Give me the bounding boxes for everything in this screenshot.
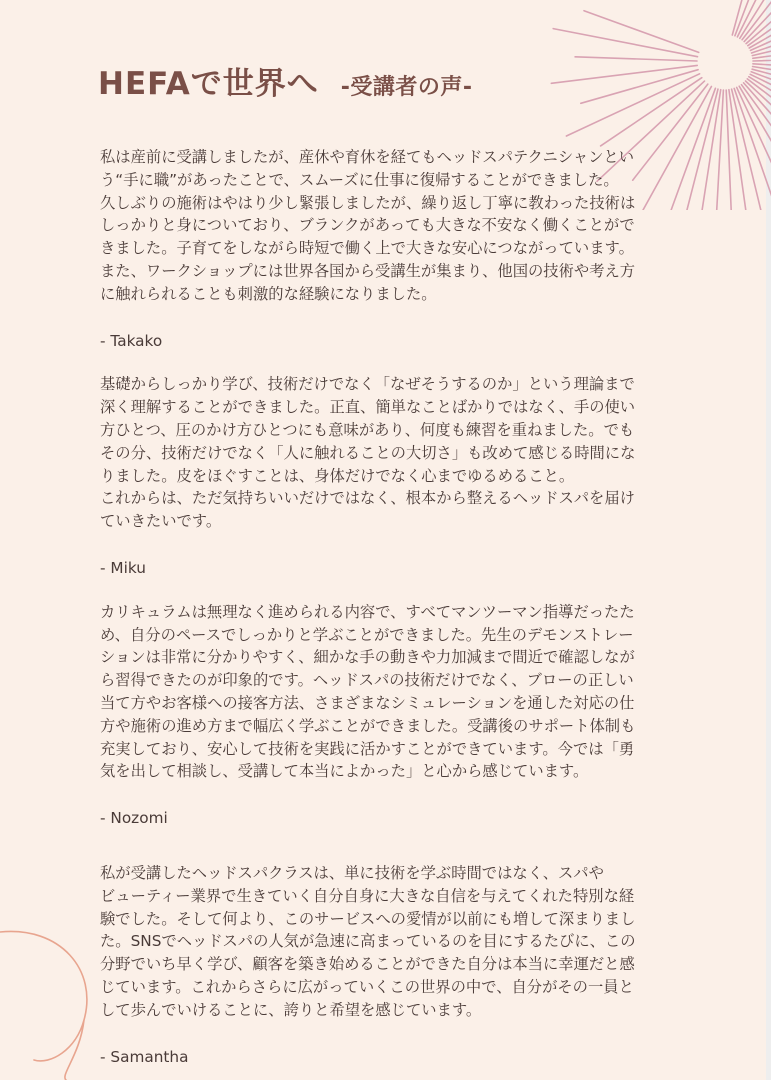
testimonial-text: カリキュラムは無理なく進められる内容で、すべてマンツーマン指導だったた め、自分のペースでしっかりと学ぶことができました。先生のデモンストレー ションは非常に分かりやすく、細かな手の動きや力加減まで間近で確認しなが ら習得できたのが印象的です。ヘッドスパの技術だけでなく、ブローの正しい 当て方やお客様への接客方法、さまざまなシミュレーションを通した対応の仕 方や施術の進め方まで幅広く学ぶことができました。受講後のサポート体制も 充実しており、安心して技術を実践に活かすことができています。今では「勇 気を出して相談し、受講して本当によかった」と心から感じています。 [100, 602, 636, 781]
page-title [98, 58, 473, 108]
testimonial-author: - Samantha [100, 1047, 189, 1066]
testimonial-text: 私が受講したヘッドスパクラスは、単に技術を学ぶ時間ではなく、スパや ビューティー業界で生きていく自分自身に大きな自信を与えてくれた特別な経 験でした。そして何より、このサービスへの愛情が以前にも増して深まりまし た。SNSでヘッドスパの人気が急速に高まっているのを目にするたびに、この 分野でいち早く学び、顧客を築き始めることができた自分は本当に幸運だと感 じています。これからさらに広がっていくこの世界の中で、自分がその一員と して歩んでいけることに、誇りと希望を感じています。 [100, 863, 636, 1019]
title-main: HEFAで世界へ [98, 66, 319, 102]
testimonial-item [100, 862, 668, 1068]
testimonial-list [100, 146, 668, 1068]
arc-decoration [0, 920, 110, 1080]
testimonial-text: 私は産前に受講しましたが、産休や育休を経てもヘッドスパテクニシャンとい う“手に職”があったことで、スムーズに仕事に復帰することができました。 久しぶりの施術はやはり少し緊張しましたが、繰り返し丁寧に教わった技術は しっかりと身についており、ブランクがあっても大きな不安なく働くことがで きました。子育てをしながら時短で働く上で大きな安心につながっています。 また、ワークショップには世界各国から受講生が集まり、他国の技術や考え方 に触れられることも刺激的な経験になりました。 [100, 148, 636, 303]
testimonial-author: - Nozomi [100, 809, 168, 828]
testimonial-author: - Miku [100, 558, 146, 577]
testimonial-text: 基礎からしっかり学び、技術だけでなく「なぜそうするのか」という理論まで 深く理解することができました。正直、簡単なことばかりではなく、手の使い 方ひとつ、圧のかけ方ひとつにも意味があり、何度も練習を重ねました。でも その分、技術だけでなく「人に触れることの大切さ」も改めて感じる時間にな りました。皮をほぐすことは、身体だけでなく心までゆるめること。 これからは、ただ気持ちいいだけではなく、根本から整えるヘッドスパを届け ていきたいです。 [100, 375, 636, 531]
testimonial-item [100, 373, 668, 579]
testimonial-author: - Takako [100, 331, 163, 350]
title-subtitle: -受講者の声- [340, 75, 473, 100]
testimonial-item [100, 146, 668, 352]
testimonial-item [100, 601, 668, 830]
